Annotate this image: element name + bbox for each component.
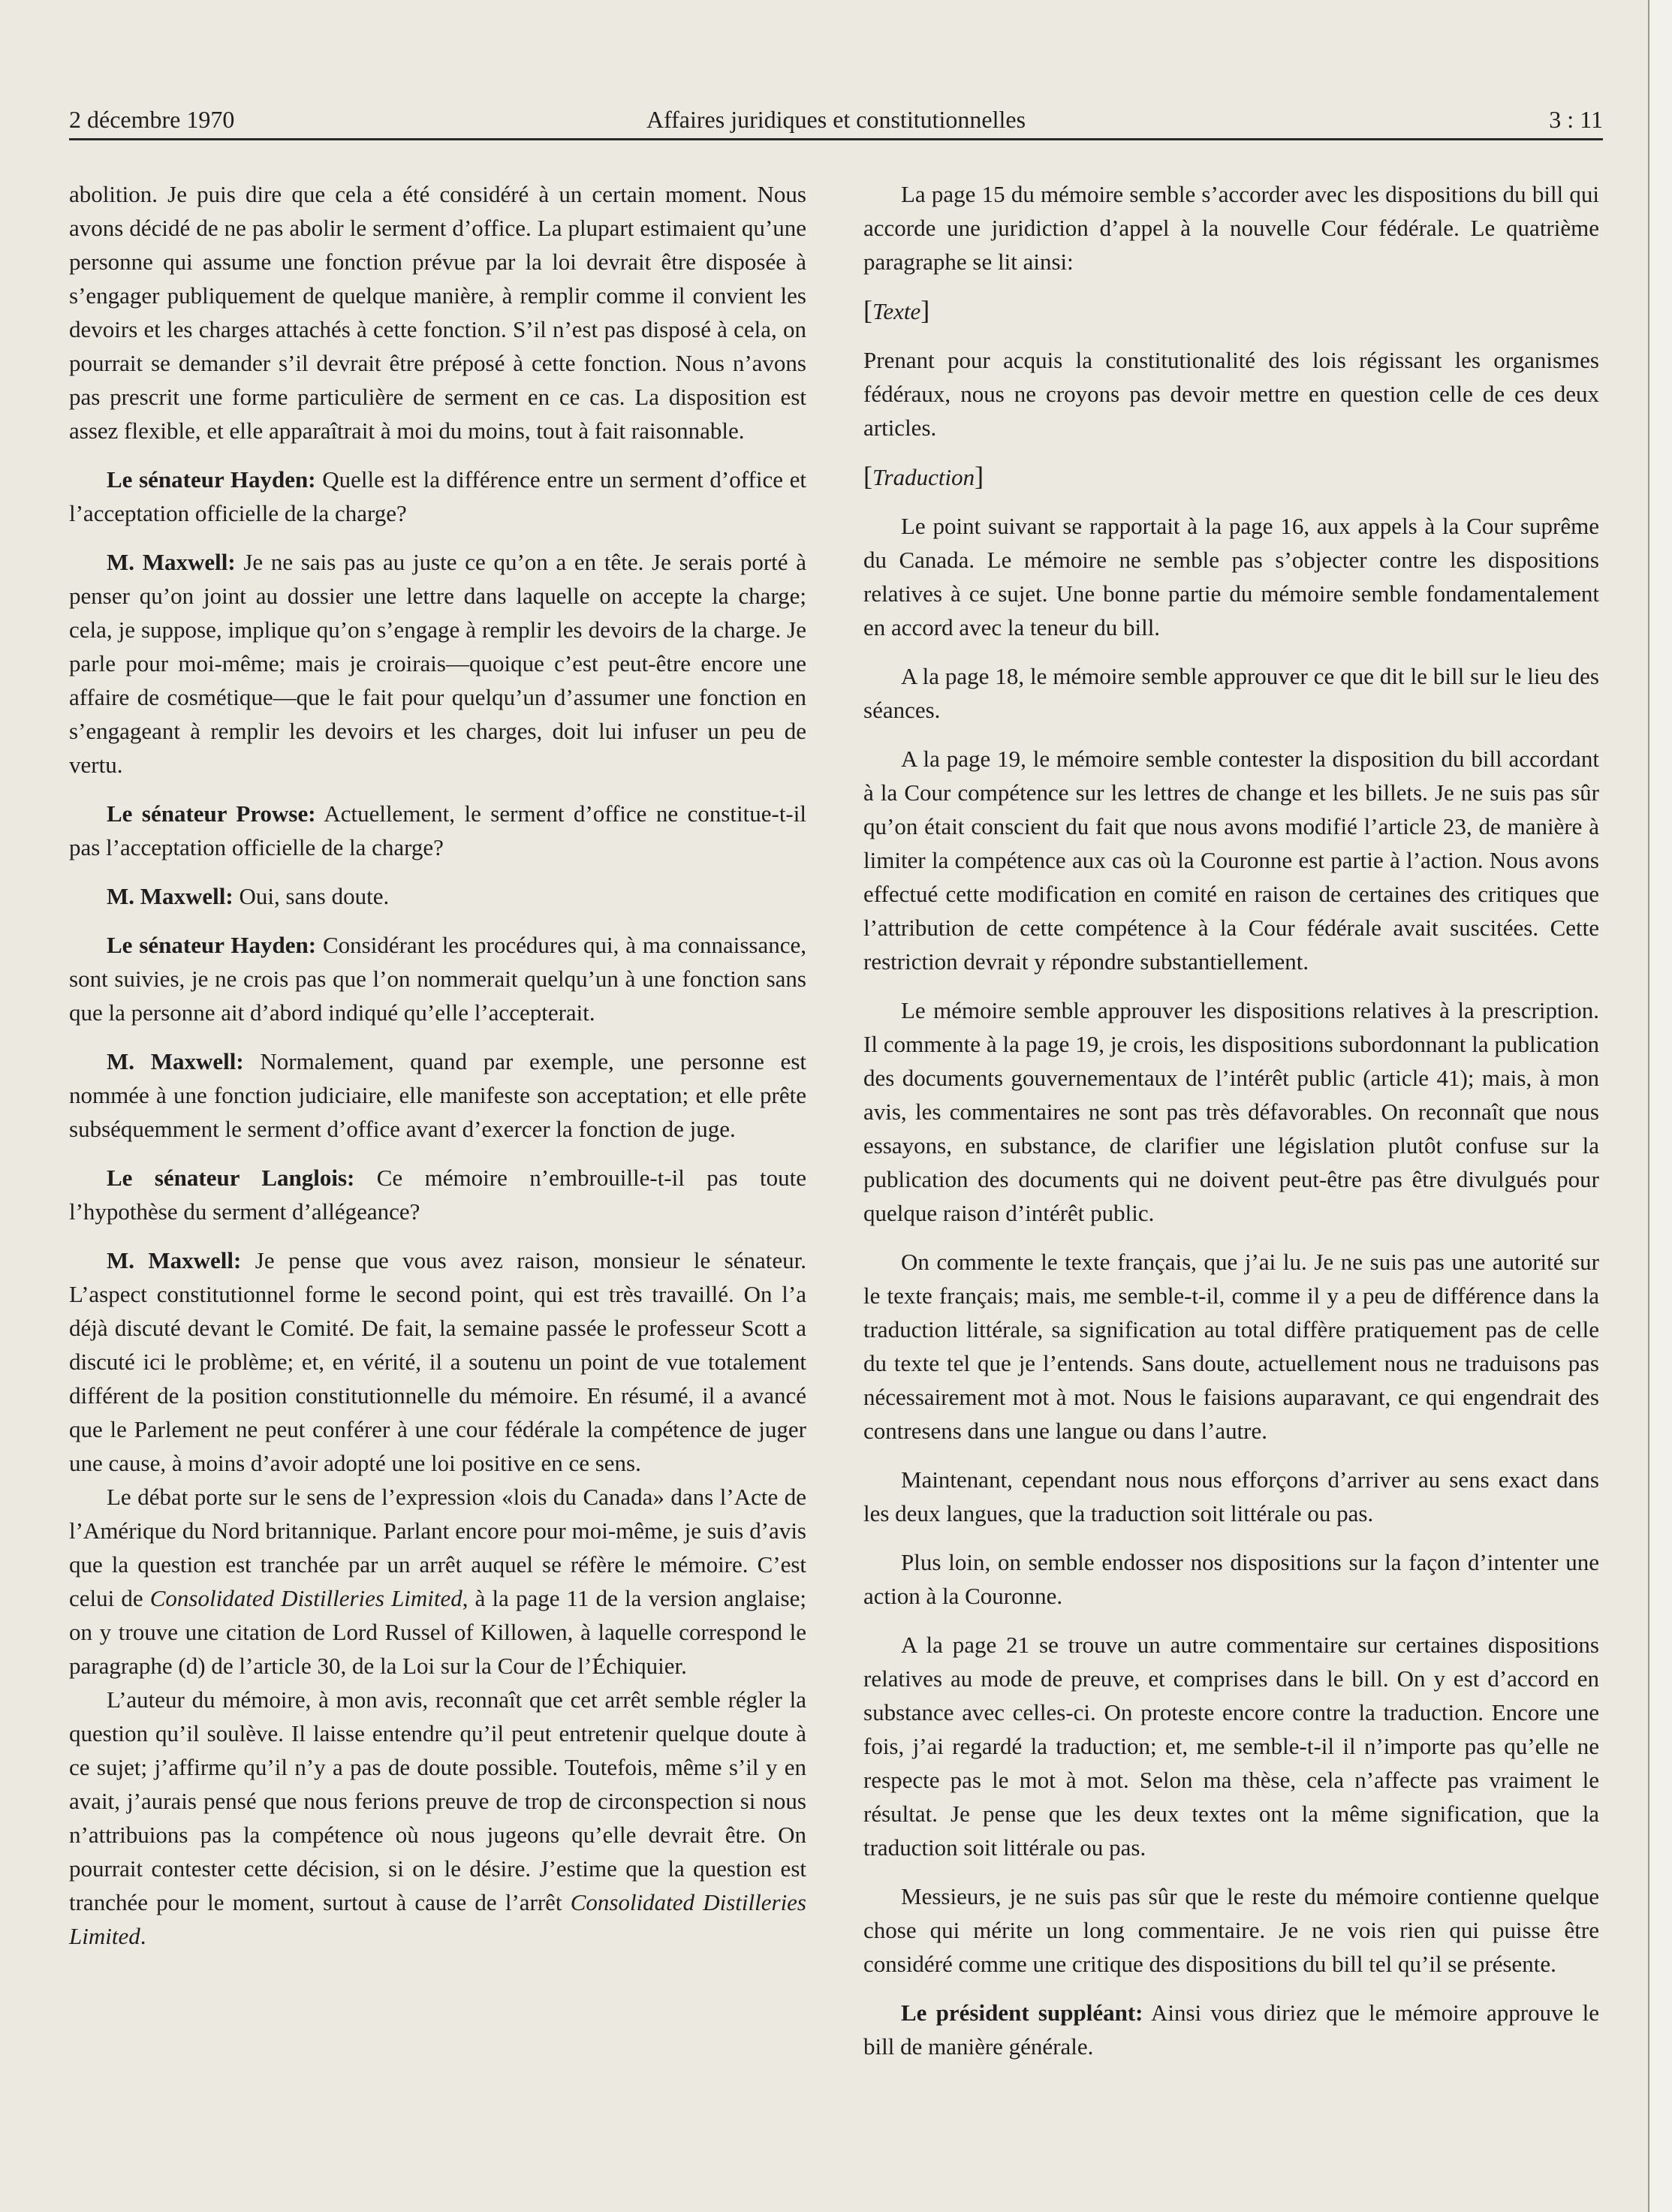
paragraph: Le président suppléant: Ainsi vous diriez que le mémoire approuve le bill de manière générale.: [863, 2000, 1600, 2060]
paragraph: Le sénateur Hayden: Considérant les procédures qui, à ma connaissance, sont suivies, je ne crois pas que l’on nommerait quelqu’un à une fonction sans que la personne ait d’abord indiqué qu’elle l’accepterait.: [69, 932, 807, 1026]
right-column: [863, 177, 1599, 2078]
speaker-name: Le président suppléant:: [901, 2000, 1143, 2026]
speaker-name: Le sénateur Prowse:: [107, 800, 316, 827]
speaker-name: M. Maxwell:: [107, 549, 236, 575]
paragraph: Le point suivant se rapportait à la page 16, aux appels à la Cour suprême du Canada. Le mémoire ne semble pas s’objecter contre les dispositions relatives à ce sujet. Une bonne partie du mémoire semble fondamentalement en accord avec la teneur du bill.: [863, 513, 1599, 640]
speaker-name: M. Maxwell:: [107, 1048, 244, 1074]
paragraph: Le sénateur Langlois: Ce mémoire n’embrouille-t-il pas toute l’hypothèse du serment d’allégeance?: [69, 1165, 806, 1225]
left-column: [69, 177, 806, 1968]
paragraph: M. Maxwell: Je ne sais pas au juste ce qu’on a en tête. Je serais porté à penser qu’on joint au dossier une lettre dans laquelle on accepte la charge; cela, je suppose, implique qu’on s’engage à remplir les devoirs de la charge. Je parle pour moi-même; mais je croirais—quoique c’est peut-être encore une affaire de cosmétique—que le fait pour quelqu’un d’assumer une fonction en s’engageant à remplir les devoirs et les charges, doit lui infuser un peu de vertu.: [69, 549, 807, 778]
speaker-name: M. Maxwell:: [107, 883, 233, 909]
header-date: 2 décembre 1970: [69, 106, 235, 133]
speaker-name: M. Maxwell:: [107, 1247, 242, 1273]
paragraph: L’auteur du mémoire, à mon avis, reconnaît que cet arrêt semble régler la question qu’il soulève. Il laisse entendre qu’il peut entretenir quelque doute à ce sujet; j’affirme qu’il n’y a pas de doute possible. Toutefois, même s’il y en avait, j’aurais pensé que nous ferions preuve de trop de circonspection si nous n’attribuions pas la compétence où nous jugeons qu’elle devrait être. On pourrait contester cette décision, si on le désire. J’estime que la question est tranchée pour le moment, surtout à cause de l’arrêt Consolidated Distilleries Limited.: [69, 1686, 806, 1949]
paragraph: On commente le texte français, que j’ai lu. Je ne suis pas une autorité sur le texte français; mais, me semble-t-il, comme il y a peu de différence dans la traduction littérale, sa signification au total diffère pratiquement pas de celle du texte tel que je l’entends. Sans doute, actuellement nous ne traduisons pas nécessairement mot à mot. Nous le faisions auparavant, ce qui engendrait des contresens dans une langue ou dans l’autre.: [863, 1249, 1599, 1444]
paragraph: Messieurs, je ne suis pas sûr que le reste du mémoire contienne quelque chose qui mérite un long commentaire. Je ne vois rien qui puisse être considéré comme une critique des dispositions du bill tel qu’il se présente.: [863, 1883, 1599, 1977]
paragraph: Maintenant, cependant nous nous efforçons d’arriver au sens exact dans les deux langues, que la traduction soit littérale ou pas.: [863, 1466, 1599, 1526]
page-edge: [1648, 0, 1672, 2212]
running-header: [69, 99, 1603, 140]
section-label-texte: [Texte]: [863, 295, 930, 325]
paragraph: abolition. Je puis dire que cela a été considéré à un certain moment. Nous avons décidé de ne pas abolir le serment d’office. La plupart estimaient qu’une personne qui assume une fonction prévue par la loi devrait être disposée à s’engager publiquement de quelque manière, à remplir comme il convient les devoirs et les charges attachés à cette fonction. S’il n’est pas disposé à cela, on pourrait se demander s’il devrait être préposé à cette fonction. Nous n’avons pas prescrit une forme particulière de serment en ce cas. La disposition est assez flexible, et elle apparaîtrait à moi du moins, tout à fait raisonnable.: [69, 181, 806, 444]
paragraph: M. Maxwell: Oui, sans doute.: [107, 883, 390, 909]
paragraph: M. Maxwell: Normalement, quand par exemple, une personne est nommée à une fonction judiciaire, elle manifeste son acceptation; et elle prête subséquemment le serment d’office avant d’exercer la fonction de juge.: [69, 1048, 806, 1142]
speaker-name: Le sénateur Hayden:: [107, 466, 316, 493]
paragraph: La page 15 du mémoire semble s’accorder avec les dispositions du bill qui accorde une juridiction d’appel à la nouvelle Cour fédérale. Le quatrième paragraphe se lit ainsi:: [863, 181, 1599, 275]
case-name: Consolidated Distilleries Limited: [149, 1585, 462, 1611]
section-label-traduction: [Traduction]: [863, 461, 984, 491]
paragraph: A la page 18, le mémoire semble approuver ce que dit le bill sur le lieu des séances.: [863, 663, 1599, 723]
paragraph: Le sénateur Hayden: Quelle est la différence entre un serment d’office et l’acceptation officielle de la charge?: [69, 466, 806, 526]
block-quote: Prenant pour acquis la constitutionalité des lois régissant les organismes fédéraux, nous ne croyons pas devoir mettre en question celle de ces deux articles.: [863, 347, 1599, 441]
case-name: Consolidated Distilleries Limited: [69, 1889, 806, 1949]
paragraph: A la page 21 se trouve un autre commentaire sur certaines dispositions relatives au mode de preuve, et comprises dans le bill. On y est d’accord en substance avec celles-ci. On proteste encore contre la traduction. Encore une fois, j’ai regardé la traduction; et, me semble-t-il il n’importe pas qu’elle ne respecte pas le mot à mot. Selon ma thèse, cela n’affecte pas vraiment le résultat. Je pense que les deux textes ont la même signification, que la traduction soit littérale ou pas.: [863, 1632, 1599, 1861]
header-title: Affaires juridiques et constitutionnelles: [646, 106, 1026, 133]
paragraph: Le débat porte sur le sens de l’expression «lois du Canada» dans l’Acte de l’Amérique du Nord britannique. Parlant encore pour moi-même, je suis d’avis que la question est tranchée par un arrêt auquel se réfère le mémoire. C’est celui de Consolidated Distilleries Limited, à la page 11 de la version anglaise; on y trouve une citation de Lord Russel of Killowen, à laquelle correspond le paragraphe (d) de l’article 30, de la Loi sur la Cour de l’Échiquier.: [69, 1484, 806, 1679]
paragraph: Le sénateur Prowse: Actuellement, le serment d’office ne constitue-t-il pas l’acceptation officielle de la charge?: [69, 800, 806, 860]
paragraph: Plus loin, on semble endosser nos dispositions sur la façon d’intenter une action à la Couronne.: [863, 1549, 1599, 1609]
paragraph: A la page 19, le mémoire semble contester la disposition du bill accordant à la Cour compétence sur les lettres de change et les billets. Je ne suis pas sûr qu’on était conscient du fait que nous avons modifié l’article 23, de manière à limiter la compétence aux cas où la Couronne est partie à l’action. Nous avons effectué cette modification en comité en raison de certaines des critiques que l’attribution de cette compétence à la Cour fédérale avait suscitées. Cette restriction devrait y répondre substantiellement.: [863, 746, 1599, 975]
paragraph: Le mémoire semble approuver les dispositions relatives à la prescription. Il commente à la page 19, je crois, les dispositions subordonnant la publication des documents gouvernementaux de l’intérêt public (article 41); mais, à mon avis, les commentaires ne sont pas très défavorables. On reconnaît que nous essayons, en substance, de clarifier une législation plutôt confuse sur la publication des documents qui ne doivent peut-être pas être divulgués pour quelque raison d’intérêt public.: [863, 997, 1599, 1226]
paragraph: M. Maxwell: Je pense que vous avez raison, monsieur le sénateur. L’aspect constitutionnel forme le second point, qui est très travaillé. On l’a déjà discuté devant le Comité. De fait, la semaine passée le professeur Scott a discuté ici le problème; et, en vérité, il a soutenu un point de vue totalement différent de la position constitutionnelle du mémoire. En résumé, il a avancé que le Parlement ne peut conférer à une cour fédérale la compétence de juger une cause, à moins d’avoir adopté une loi positive en ce sens.: [69, 1247, 806, 1476]
header-page-number: 3 : 11: [1549, 106, 1603, 133]
speaker-name: Le sénateur Hayden:: [107, 932, 317, 958]
speaker-name: Le sénateur Langlois:: [107, 1165, 355, 1191]
